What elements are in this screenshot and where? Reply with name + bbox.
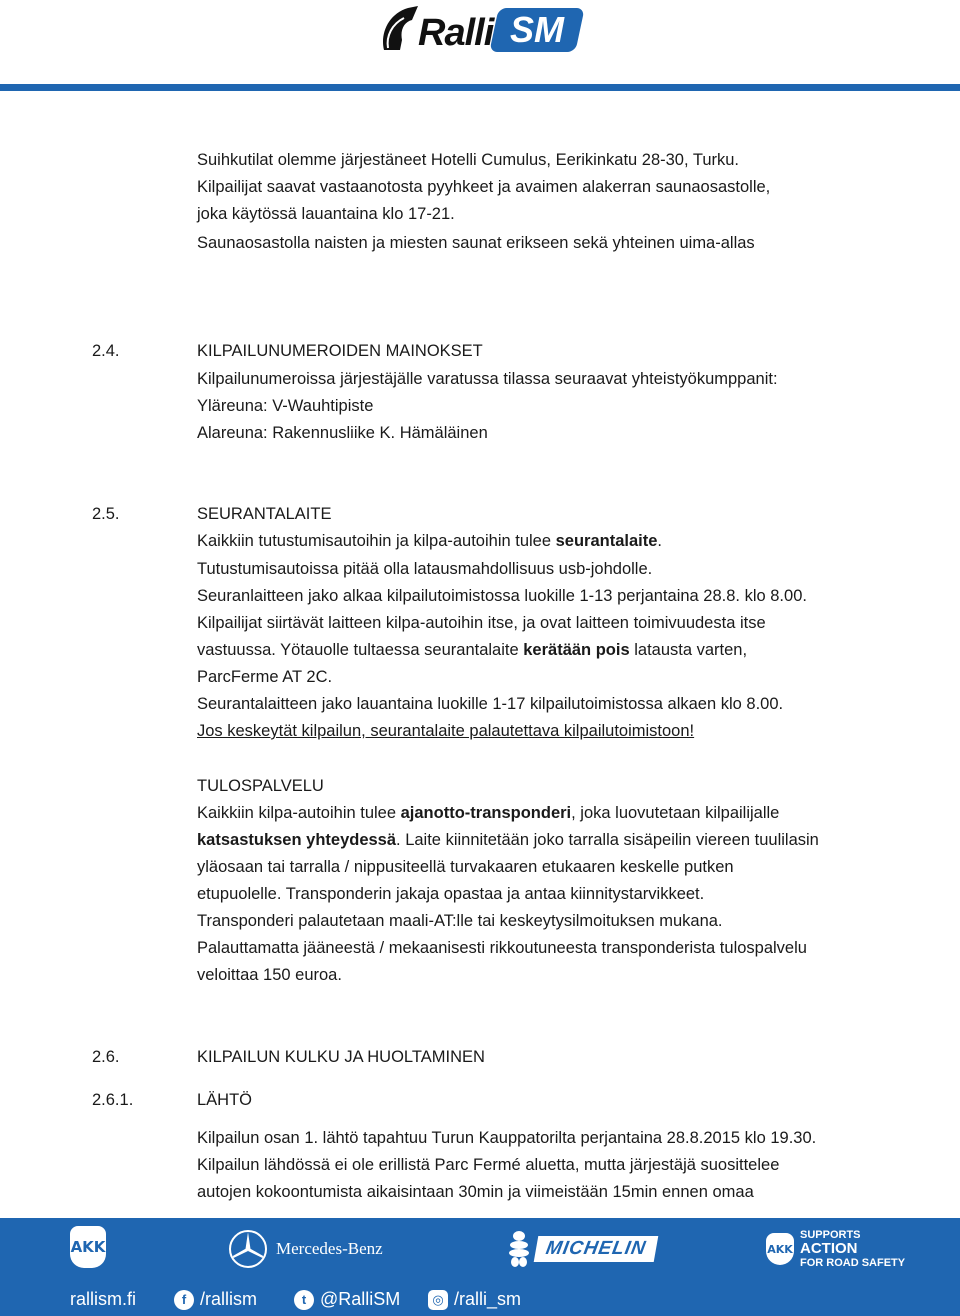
website-link[interactable]: rallism.fi (70, 1289, 136, 1309)
section-2-5-line-6: ParcFerme AT 2C. (197, 668, 333, 686)
tulospalvelu-line-3: yläosaan tai tarralla / nippusiteellä turvakaaren etukaaren keskelle putken (197, 858, 734, 876)
fia-action-text: SUPPORTS ACTION FOR ROAD SAFETY (800, 1229, 906, 1269)
michelin-text: MICHELIN (534, 1236, 658, 1262)
akk-small-badge-icon: AKK (766, 1233, 794, 1265)
section-2-4-title: KILPAILUNUMEROIDEN MAINOKSET (197, 342, 483, 360)
tulospalvelu-line-7: veloittaa 150 euroa. (197, 966, 342, 984)
tulospalvelu-line-5: Transponderi palautetaan maali-AT:lle tai keskeytysilmoituksen mukana. (197, 912, 723, 930)
section-2-4-line-1: Kilpailunumeroissa järjestäjälle varatussa tilassa seuraavat yhteistyökumppanit: (197, 370, 778, 388)
instagram-icon: ◎ (428, 1290, 448, 1310)
tulospalvelu-line-4: etupuolelle. Transponderin jakaja opastaa ja antaa kiinnitystarvikkeet. (197, 885, 705, 903)
tulospalvelu-title: TULOSPALVELU (197, 777, 324, 795)
sponsor-row (0, 1218, 960, 1278)
facebook-icon: f (174, 1290, 194, 1310)
section-2-5-line-2: Tutustumisautoissa pitää olla latausmahdollisuus usb-johdolle. (197, 560, 653, 578)
facebook-link[interactable]: f /rallism (174, 1289, 257, 1310)
section-2-6-1-title: LÄHTÖ (197, 1091, 253, 1109)
mercedes-benz-text: Mercedes-Benz (276, 1239, 383, 1258)
section-2-6-number: 2.6. (92, 1048, 120, 1066)
section-2-5-line-1: Kaikkiin tutustumisautoihin ja kilpa-autoihin tulee seurantalaite. (197, 532, 663, 550)
section-2-5-line-4: Kilpailijat siirtävät laitteen kilpa-autoihin itse, ja ovat laitteen toimivuudesta itse (197, 614, 766, 632)
section-2-6-1-line-2: Kilpailun lähdössä ei ole erillistä Parc Fermé aluetta, mutta järjestäjä suosittelee (197, 1156, 780, 1174)
akk-badge-icon: AKK (70, 1226, 106, 1268)
section-2-6-1-line-3: autojen kokoontumista aikaisintaan 30min ja viimeistään 15min ennen omaa (197, 1183, 754, 1201)
michelin-man-icon (506, 1229, 532, 1269)
section-2-6-title: KILPAILUN KULKU JA HUOLTAMINEN (197, 1048, 485, 1066)
logo-text: Ralli (418, 12, 494, 54)
intro-line-1: Suihkutilat olemme järjestäneet Hotelli Cumulus, Eerikinkatu 28-30, Turku. (197, 151, 740, 169)
tulospalvelu-line-6: Palauttamatta jääneestä / mekaanisesti rikkoutuneesta transponderista tulospalvelu (197, 939, 807, 957)
section-2-6-1-number: 2.6.1. (92, 1091, 134, 1109)
mercedes-star-icon (228, 1229, 268, 1269)
mercedes-benz-logo (228, 1226, 383, 1272)
section-2-4-line-3: Alareuna: Rakennusliike K. Hämäläinen (197, 424, 488, 442)
section-2-4-number: 2.4. (92, 342, 120, 360)
section-2-5-warning: Jos keskeytät kilpailun, seurantalaite palautettava kilpailutoimistoon! (197, 722, 695, 740)
section-2-5-line-5: vastuussa. Yötauolle tultaessa seurantalaite kerätään pois latausta varten, (197, 641, 748, 659)
header-rule (0, 84, 960, 91)
twitter-icon: t (294, 1290, 314, 1310)
section-2-5-title: SEURANTALAITE (197, 505, 332, 523)
fia-road-safety-logo (766, 1226, 905, 1272)
page-footer (0, 1218, 960, 1316)
michelin-logo (506, 1226, 656, 1272)
instagram-link[interactable]: ◎ /ralli_sm (428, 1289, 521, 1310)
intro-line-2: Kilpailijat saavat vastaanotosta pyyhkeet ja avaimen alakerran saunaosastolle, (197, 178, 771, 196)
logo-badge: SM (489, 8, 584, 52)
section-2-5-line-7: Seurantalaitteen jako lauantaina luokille 1-17 kilpailutoimistossa alkaen klo 8.00. (197, 695, 784, 713)
section-2-5-line-3: Seuranlaitteen jako alkaa kilpailutoimistossa luokille 1-13 perjantaina 28.8. klo 8.00. (197, 587, 807, 605)
akk-logo (70, 1226, 106, 1272)
twitter-link[interactable]: t @RalliSM (294, 1289, 400, 1310)
section-2-6-1-line-1: Kilpailun osan 1. lähtö tapahtuu Turun Kauppatorilta perjantaina 28.8.2015 klo 19.30. (197, 1129, 817, 1147)
section-2-4-line-2: Yläreuna: V-Wauhtipiste (197, 397, 374, 415)
social-links (0, 1286, 960, 1316)
intro-line-4: Saunaosastolla naisten ja miesten saunat erikseen sekä yhteinen uima-allas (197, 234, 755, 252)
helmet-icon (378, 4, 422, 56)
tulospalvelu-line-2: katsastuksen yhteydessä. Laite kiinnitetään joko tarralla sisäpeilin viereen tuulilasin (197, 831, 819, 849)
page-header (0, 0, 960, 94)
tulospalvelu-line-1: Kaikkiin kilpa-autoihin tulee ajanotto-transponderi, joka luovutetaan kilpailijalle (197, 804, 780, 822)
section-2-5-number: 2.5. (92, 505, 120, 523)
ralli-sm-logo (378, 2, 588, 60)
intro-line-3: joka käytössä lauantaina klo 17-21. (197, 205, 455, 223)
